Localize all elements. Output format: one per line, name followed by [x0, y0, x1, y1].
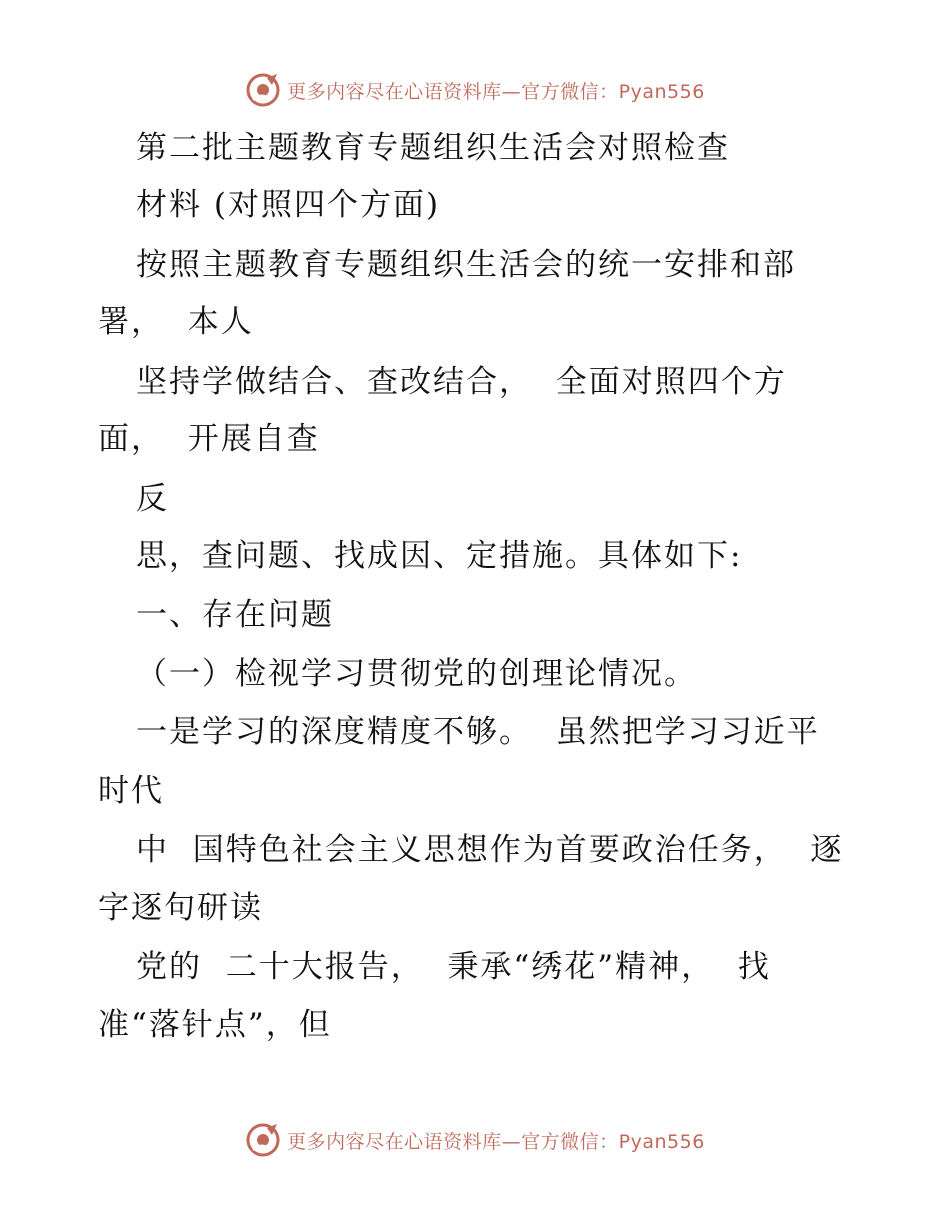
doc-line: 材料 (对照四个方面) [136, 187, 441, 223]
doc-line: 第二批主题教育专题组织生活会对照检查 [136, 130, 730, 166]
doc-line: 准“落针点”，但 [98, 1007, 332, 1043]
header-banner-text: 更多内容尽在心语资料库—官方微信：Pyan556 [287, 80, 705, 103]
doc-line: 一是学习的深度精度不够。 虽然把学习习近平 [136, 714, 820, 750]
doc-line: 面， 开展自查 [98, 421, 320, 457]
doc-line: 坚持学做结合、查改结合， 全面对照四个方 [136, 364, 787, 400]
doc-line: 反 [136, 481, 169, 517]
footer-banner-text: 更多内容尽在心语资料库—官方微信：Pyan556 [287, 1130, 705, 1153]
doc-line: 按照主题教育专题组织生活会的统一安排和部 [136, 247, 796, 283]
doc-line: 字逐句研读 [98, 890, 263, 926]
doc-line: 思，查问题、找成因、定措施。具体如下: [136, 538, 743, 574]
doc-line: 一、存在问题 [136, 597, 334, 633]
doc-line: 署， 本人 [98, 304, 254, 340]
doc-line: （一）检视学习贯彻党的创理论情况。 [136, 656, 697, 692]
doc-line: 党的 二十大报告， 秉承“绣花”精神， 找 [136, 949, 771, 985]
doc-line: 中 国特色社会主义思想作为首要政治任务， 逐 [136, 832, 844, 868]
doc-line: 时代 [98, 773, 164, 809]
brand-logo-icon [245, 1122, 281, 1158]
footer-banner [0, 1120, 950, 1160]
